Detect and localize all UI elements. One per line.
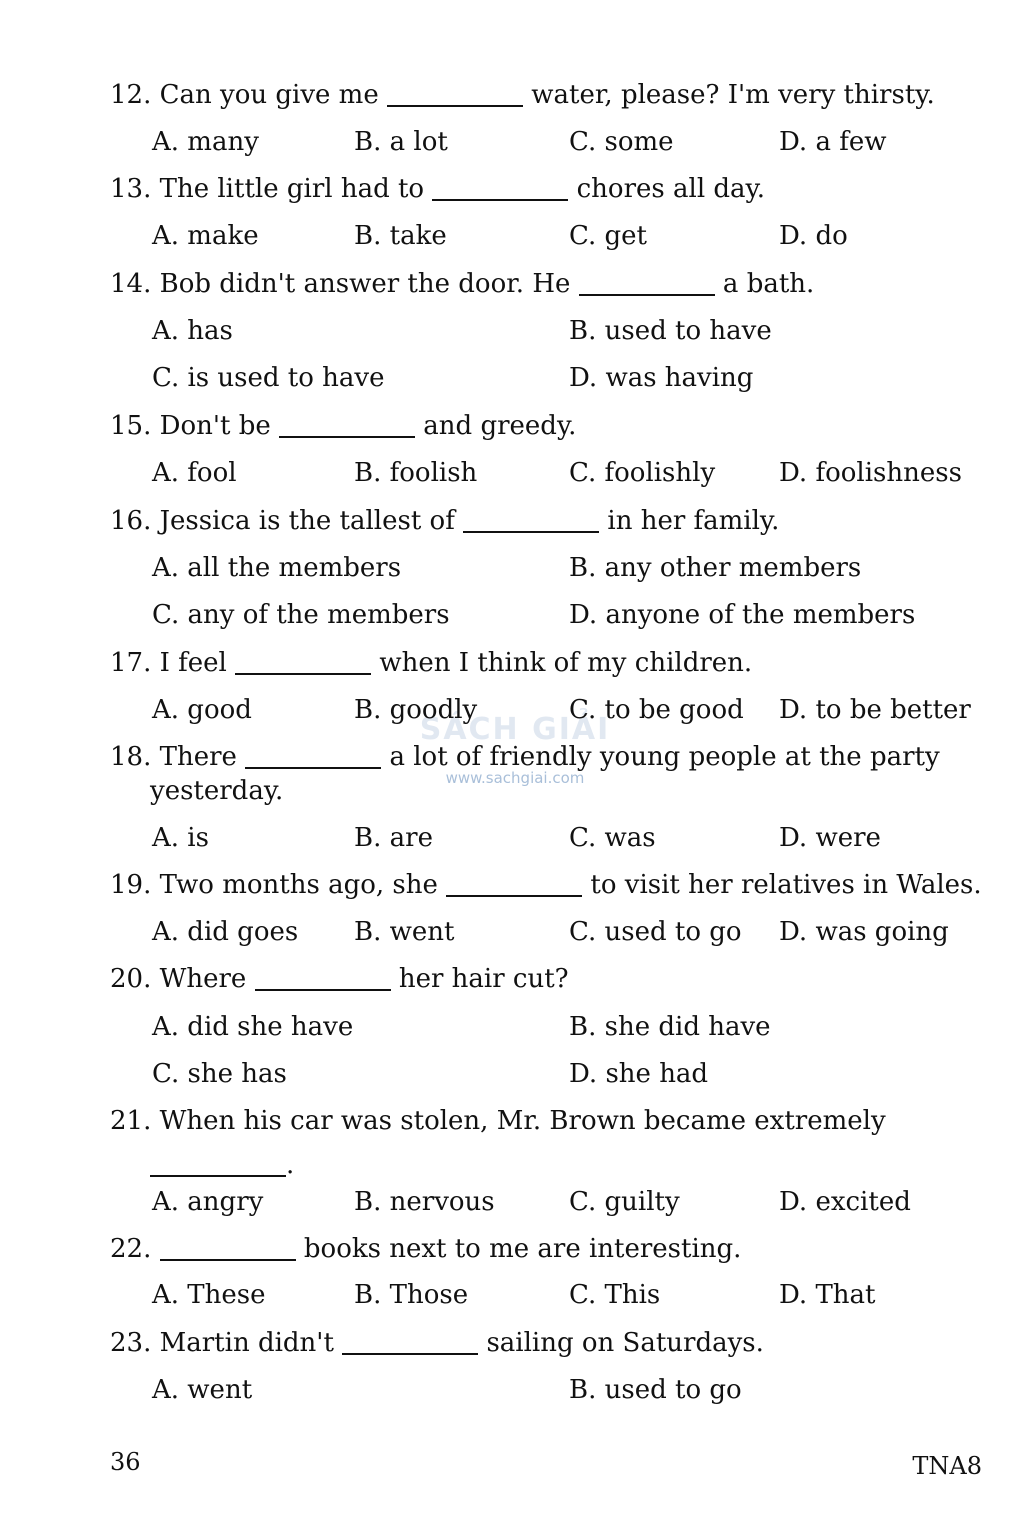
option-b: B. goodly (354, 695, 478, 725)
answer-blank (432, 175, 568, 201)
option-b: B. any other members (569, 553, 862, 583)
option-a: A. did goes (152, 917, 299, 947)
answer-options (152, 1278, 992, 1312)
watermark-url: www.sachgiai.com (445, 769, 585, 787)
option-b: B. a lot (354, 127, 448, 157)
question: 16. Jessica is the tallest of in her family. (110, 506, 780, 536)
question: 12. Can you give me water, please? I'm very thirsty. (110, 80, 935, 110)
answer-options (152, 314, 992, 348)
answer-blank (235, 649, 371, 675)
question: 17. I feel when I think of my children. (110, 648, 753, 678)
option-c: C. is used to have (152, 363, 385, 393)
option-d: D. do (779, 221, 848, 251)
option-c: C. used to go (569, 917, 742, 947)
option-d: D. was going (779, 917, 949, 947)
option-b: B. nervous (354, 1187, 495, 1217)
question: 14. Bob didn't answer the door. He a bath. (110, 269, 815, 299)
option-c: C. guilty (569, 1187, 680, 1217)
option-d: D. to be better (779, 695, 971, 725)
option-a: A. went (152, 1375, 253, 1405)
answer-blank (579, 270, 715, 296)
option-a: A. good (152, 695, 252, 725)
question: 20. Where her hair cut? (110, 964, 569, 994)
question-continuation: yesterday. (150, 776, 284, 806)
option-c: C. some (569, 127, 674, 157)
option-a: A. is (152, 823, 209, 853)
answer-blank (446, 871, 582, 897)
option-b: B. Those (354, 1280, 469, 1310)
answer-options (152, 1185, 992, 1219)
answer-options (152, 598, 992, 632)
answer-blank (463, 507, 599, 533)
answer-blank (150, 1151, 286, 1177)
answer-blank (342, 1329, 478, 1355)
question: 19. Two months ago, she to visit her relatives in Wales. (110, 870, 982, 900)
answer-blank (387, 81, 523, 107)
option-d: D. were (779, 823, 881, 853)
answer-blank (245, 743, 381, 769)
option-a: A. make (152, 221, 259, 251)
option-d: D. a few (779, 127, 887, 157)
option-c: C. get (569, 221, 647, 251)
option-c: C. This (569, 1280, 661, 1310)
option-b: B. take (354, 221, 447, 251)
question: 18. There a lot of friendly young people at the party yesterday. (110, 740, 990, 808)
question: 21. When his car was stolen, Mr. Brown became extremely . (110, 1104, 990, 1182)
option-b: B. went (354, 917, 455, 947)
option-a: A. fool (152, 458, 237, 488)
page-number: 36 (110, 1448, 141, 1476)
answer-options (152, 1057, 992, 1091)
answer-options (152, 361, 992, 395)
option-d: D. anyone of the members (569, 600, 916, 630)
option-c: C. she has (152, 1059, 287, 1089)
option-c: C. foolishly (569, 458, 716, 488)
answer-options (152, 125, 992, 159)
question: 22. books next to me are interesting. (110, 1234, 742, 1264)
answer-options (152, 915, 992, 949)
option-b: B. she did have (569, 1012, 771, 1042)
answer-options (152, 821, 992, 855)
book-code: TNA8 (912, 1452, 982, 1480)
option-a: A. all the members (152, 553, 402, 583)
answer-blank (255, 965, 391, 991)
question-continuation: . (110, 1148, 990, 1182)
option-a: A. These (152, 1280, 266, 1310)
option-a: A. has (152, 316, 233, 346)
option-d: D. excited (779, 1187, 911, 1217)
option-b: B. used to go (569, 1375, 742, 1405)
option-c: C. was (569, 823, 656, 853)
option-d: D. foolishness (779, 458, 962, 488)
answer-options (152, 456, 992, 490)
option-a: A. angry (152, 1187, 264, 1217)
question: 23. Martin didn't sailing on Saturdays. (110, 1328, 764, 1358)
answer-options (152, 219, 992, 253)
answer-options (152, 1373, 992, 1407)
answer-options (152, 693, 992, 727)
option-d: D. was having (569, 363, 754, 393)
watermark-logo: SÁCH GIẢI (419, 712, 611, 747)
answer-options (152, 1010, 992, 1044)
option-a: A. did she have (152, 1012, 354, 1042)
answer-blank (279, 412, 415, 438)
answer-blank (160, 1235, 296, 1261)
question: 15. Don't be and greedy. (110, 411, 577, 441)
option-c: C. to be good (569, 695, 744, 725)
option-c: C. any of the members (152, 600, 450, 630)
option-d: D. That (779, 1280, 876, 1310)
question: 13. The little girl had to chores all day. (110, 174, 766, 204)
option-b: B. are (354, 823, 433, 853)
option-b: B. used to have (569, 316, 772, 346)
option-a: A. many (152, 127, 259, 157)
option-d: D. she had (569, 1059, 709, 1089)
option-b: B. foolish (354, 458, 478, 488)
answer-options (152, 551, 992, 585)
